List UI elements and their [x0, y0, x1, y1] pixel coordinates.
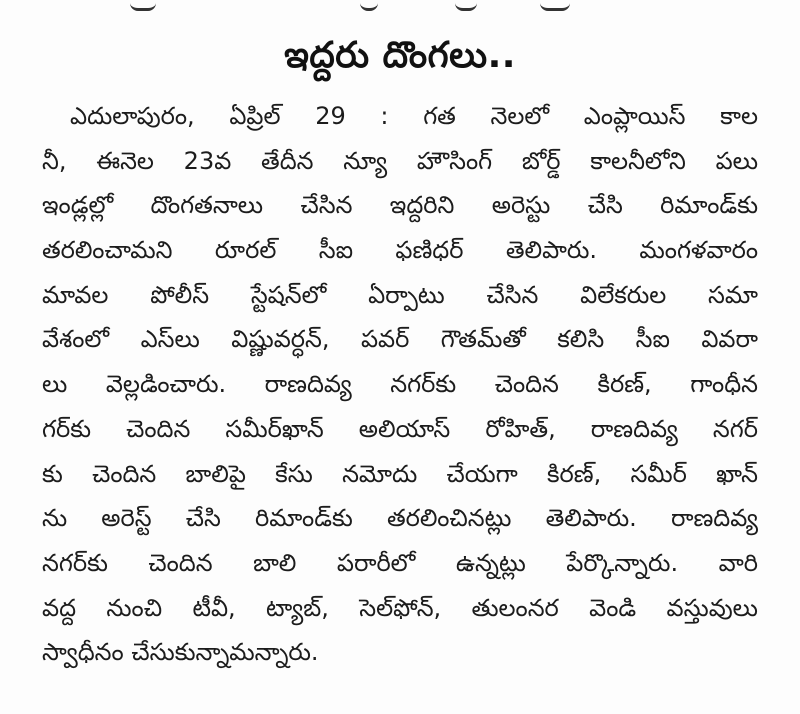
article-line: ను అరెస్ట్ చేసి రిమాండ్‌కు తరలించినట్లు తెలిపారు. రాణదివ్య — [42, 504, 758, 533]
article-line: స్వాధీనం చేసుకున్నామన్నారు. — [42, 638, 319, 667]
article-headline: ఇద్దరు దొంగలు.. — [284, 35, 516, 76]
article-line: నగర్‌కు చెందిన బాలి పరారీలో ఉన్నట్లు పేర్కొన్నారు. వారి — [42, 548, 758, 577]
article-line: గర్‌కు చెందిన సమీర్‌ఖాన్ అలియాస్ రోహిత్, రాణదివ్య నగర్ — [42, 414, 758, 443]
article-line: ఇండ్లల్లో దొంగతనాలు చేసిన ఇద్దరిని అరెస్టు చేసి రిమాండ్‌కు — [42, 191, 758, 220]
article-line: నీ, ఈనెల 23వ తేదీన న్యూ హౌసింగ్ బోర్డ్ కాలనీలోని పలు — [42, 146, 758, 175]
article-line: తరలించామని రూరల్ సీఐ ఫణిధర్ తెలిపారు. మంగళవారం — [42, 236, 758, 265]
article-line: కు చెందిన బాలిపై కేసు నమోదు చేయగా కిరణ్, సమీర్ ఖాన్ — [42, 459, 758, 488]
article-body — [42, 94, 758, 675]
article-line: మావల పోలీస్ స్టేషన్‌లో ఏర్పాటు చేసిన విలేకరుల సమా — [42, 280, 758, 309]
article-line: వేశంలో ఎస్‌లు విష్ణువర్ధన్, పవర్ గౌతమ్‌తో కలిసి సీఐ వివరా — [42, 325, 758, 354]
article-line: లు వెల్లడించారు. రాణదివ్య నగర్‌కు చెందిన కిరణ్, గాంధీన — [42, 370, 758, 399]
cropped-previous-text — [110, 0, 630, 14]
article-line: ఎదులాపురం, ఏప్రిల్ 29 : గత నెలలో ఎంప్లాయిస్ కాల — [70, 102, 758, 130]
article-line: వద్ద నుంచి టీవీ, ట్యాబ్, సెల్‌ఫోన్, తులంనర వెండి వస్తువులు — [42, 593, 758, 622]
